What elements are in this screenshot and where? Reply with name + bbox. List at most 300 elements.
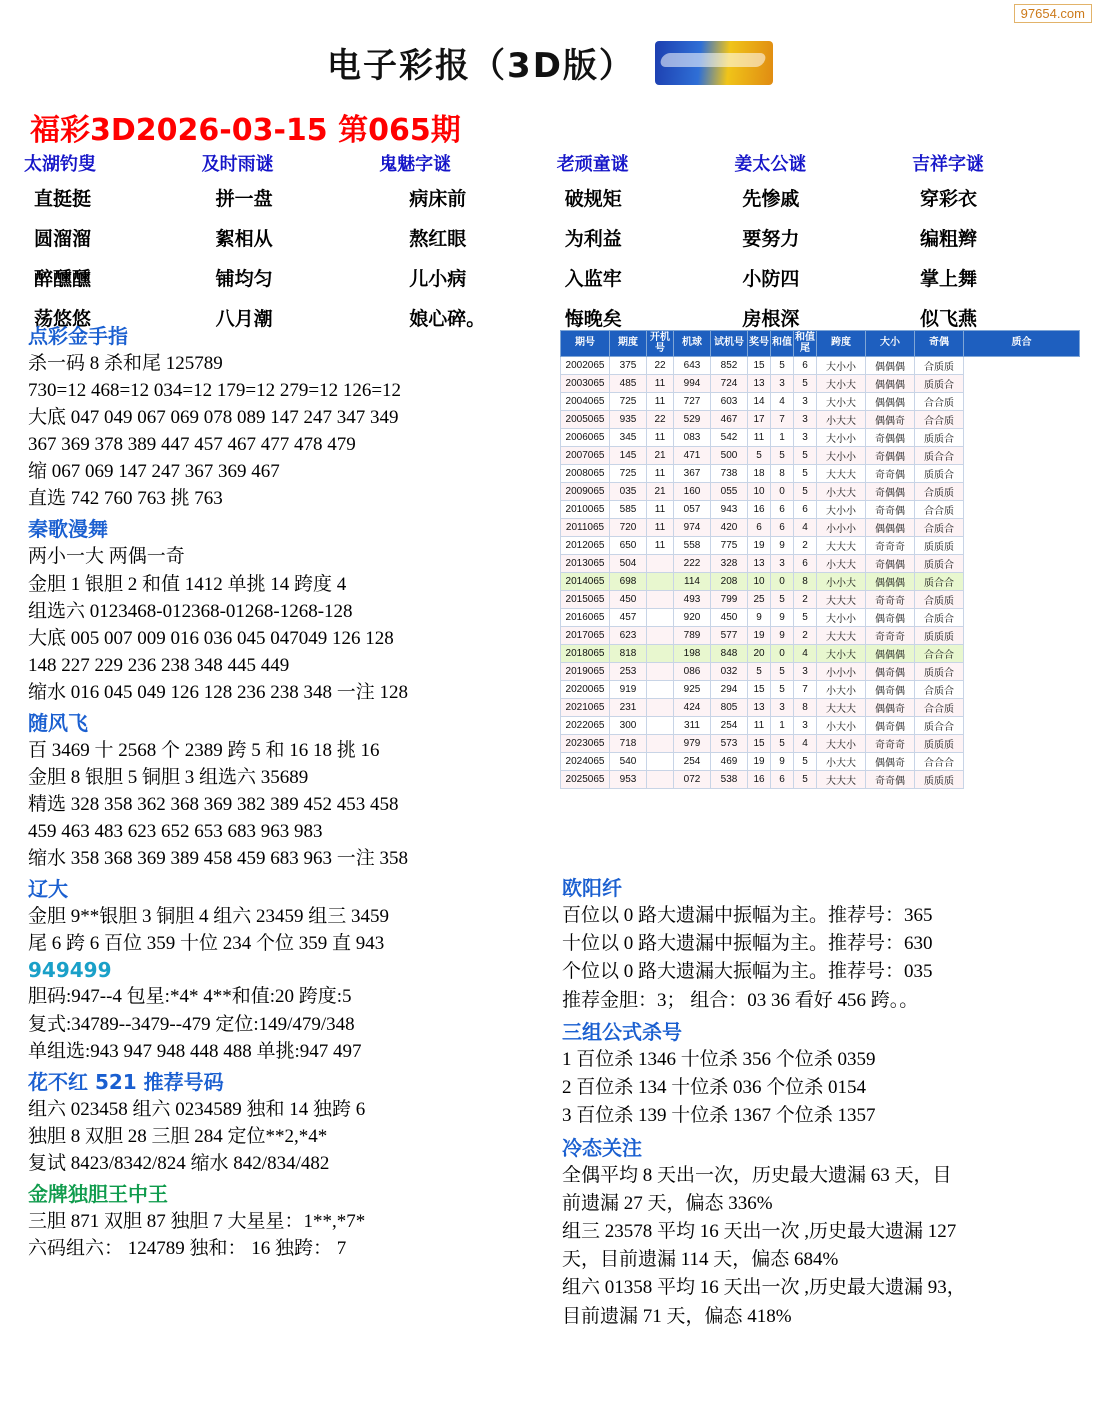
table-cell: 727: [674, 393, 711, 411]
table-cell: 合质质: [915, 483, 964, 501]
table-cell: 577: [711, 627, 748, 645]
table-cell: 5: [794, 465, 817, 483]
table-cell: 2007065: [561, 447, 610, 465]
table-cell: 奇偶偶: [866, 483, 915, 501]
table-cell: 457: [610, 609, 647, 627]
table-row: [561, 519, 1080, 537]
table-cell: 585: [610, 501, 647, 519]
table-cell: 大小小: [817, 609, 866, 627]
riddle-line: 似飞燕: [919, 308, 977, 330]
table-cell: 质质质: [915, 537, 964, 555]
section-line: 精选 328 358 362 368 369 382 389 452 453 458: [28, 794, 399, 816]
table-cell: 5: [794, 609, 817, 627]
table-cell: 7: [771, 411, 794, 429]
table-cell: 799: [711, 591, 748, 609]
riddle-line: 病床前: [409, 188, 467, 210]
table-cell: 114: [674, 573, 711, 591]
section-line: 复式:34789--3479--479 定位:149/479/348: [28, 1013, 355, 1035]
table-cell: 542: [711, 429, 748, 447]
section-line: 复试 8423/8342/824 缩水 842/834/482: [28, 1152, 330, 1174]
table-cell: 529: [674, 411, 711, 429]
riddle-column-3: [557, 150, 719, 344]
table-cell: 2015065: [561, 591, 610, 609]
table-cell: 920: [674, 609, 711, 627]
table-cell: 15: [748, 735, 771, 753]
table-cell: 质合合: [915, 447, 964, 465]
table-cell: 19: [748, 753, 771, 771]
table-cell: [647, 681, 674, 699]
table-cell: 5: [794, 753, 817, 771]
table-cell: 493: [674, 591, 711, 609]
riddle-line: 悔晚矣: [564, 308, 622, 330]
history-col-header: 试机号: [711, 331, 748, 357]
table-cell: 8: [771, 465, 794, 483]
table-cell: 650: [610, 537, 647, 555]
history-col-header: 奖号: [748, 331, 771, 357]
section-heading: 点彩金手指: [28, 324, 128, 348]
table-cell: 奇奇奇: [866, 735, 915, 753]
table-cell: 3: [794, 429, 817, 447]
history-col-header: 机球: [674, 331, 711, 357]
table-cell: 19: [748, 537, 771, 555]
table-cell: 5: [794, 483, 817, 501]
table-cell: 450: [610, 591, 647, 609]
table-cell: 367: [674, 465, 711, 483]
table-cell: 奇奇偶: [866, 771, 915, 789]
riddle-line: 絮相从: [215, 228, 273, 250]
table-cell: 2006065: [561, 429, 610, 447]
table-cell: 合质合: [915, 609, 964, 627]
table-cell: 9: [748, 609, 771, 627]
history-col-header: 质合: [964, 331, 1080, 357]
right-content-column: [562, 870, 1082, 1332]
table-cell: 2024065: [561, 753, 610, 771]
table-cell: 6: [794, 501, 817, 519]
table-cell: [647, 609, 674, 627]
riddle-column-5: [912, 150, 1074, 344]
section-line: 杀一码 8 杀和尾 125789: [28, 353, 223, 374]
table-cell: 057: [674, 501, 711, 519]
table-cell: 471: [674, 447, 711, 465]
table-cell: 大小小: [817, 429, 866, 447]
table-cell: 145: [610, 447, 647, 465]
history-col-header: 奇偶: [915, 331, 964, 357]
table-cell: 2: [794, 627, 817, 645]
table-cell: 大大小: [817, 735, 866, 753]
riddle-line: 为利益: [564, 228, 622, 250]
table-cell: 4: [794, 519, 817, 537]
history-col-header: 期号: [561, 331, 610, 357]
riddle-line: 圆溜溜: [34, 228, 92, 250]
table-cell: 质质合: [915, 429, 964, 447]
riddle-head: 姜太公谜: [734, 154, 807, 175]
riddle-head: 及时雨谜: [201, 154, 274, 175]
table-cell: 奇偶偶: [866, 447, 915, 465]
table-row: [561, 771, 1080, 789]
table-cell: 小大大: [817, 555, 866, 573]
section-line: 组六 023458 组六 0234589 独和 14 独跨 6: [28, 1098, 366, 1120]
table-cell: 789: [674, 627, 711, 645]
history-table: [560, 330, 1080, 789]
table-cell: 698: [610, 573, 647, 591]
table-cell: 9: [771, 627, 794, 645]
table-cell: 2020065: [561, 681, 610, 699]
table-row: [561, 609, 1080, 627]
table-cell: 6: [771, 771, 794, 789]
table-cell: [647, 573, 674, 591]
table-cell: 合合质: [915, 501, 964, 519]
history-col-header: 和值: [771, 331, 794, 357]
table-row: [561, 717, 1080, 735]
table-cell: 21: [647, 447, 674, 465]
table-cell: 5: [794, 375, 817, 393]
table-cell: 19: [748, 627, 771, 645]
table-cell: 质质合: [915, 375, 964, 393]
history-col-header: 开机号: [647, 331, 674, 357]
table-cell: 6: [748, 519, 771, 537]
table-cell: 979: [674, 735, 711, 753]
table-cell: 208: [711, 573, 748, 591]
table-cell: [647, 717, 674, 735]
table-cell: 9: [771, 537, 794, 555]
table-cell: 奇奇奇: [866, 627, 915, 645]
table-cell: 0: [771, 483, 794, 501]
left-content-column: [28, 318, 548, 1263]
table-cell: 5: [794, 447, 817, 465]
table-cell: [647, 699, 674, 717]
table-cell: 2013065: [561, 555, 610, 573]
table-row: [561, 627, 1080, 645]
section-heading: 随风飞: [28, 710, 88, 735]
riddle-line: 儿小病: [409, 268, 467, 290]
riddle-head: 吉祥字谜: [911, 154, 984, 175]
table-cell: 4: [794, 735, 817, 753]
table-cell: 大大大: [817, 699, 866, 717]
table-cell: 偶奇偶: [866, 681, 915, 699]
table-cell: 11: [647, 375, 674, 393]
riddle-line: 小防四: [742, 268, 800, 290]
section-line: 缩水 358 368 369 389 458 459 683 963 一注 358: [28, 848, 409, 870]
table-cell: [647, 663, 674, 681]
table-cell: 943: [711, 501, 748, 519]
table-cell: 质质质: [915, 771, 964, 789]
table-cell: 254: [674, 753, 711, 771]
riddle-head: 鬼魅字谜: [379, 154, 452, 175]
riddle-line: 娘心碎。: [409, 308, 486, 330]
table-cell: 469: [711, 753, 748, 771]
table-cell: 375: [610, 357, 647, 375]
table-cell: 16: [748, 771, 771, 789]
section-line: 两小一大 两偶一奇: [28, 546, 185, 568]
section-line: 十位以 0 路大遗漏中振幅为主。推荐号：630: [562, 933, 933, 955]
table-cell: 055: [711, 483, 748, 501]
section-heading: 辽大: [28, 877, 68, 902]
table-cell: 合质合: [915, 681, 964, 699]
section-line: 730=12 468=12 034=12 179=12 279=12 126=12: [28, 380, 402, 402]
table-cell: 大大大: [817, 771, 866, 789]
table-row: [561, 537, 1080, 555]
table-cell: 0: [771, 573, 794, 591]
table-cell: 3: [794, 717, 817, 735]
table-cell: 7: [794, 681, 817, 699]
table-cell: 22: [647, 411, 674, 429]
table-cell: 3: [794, 393, 817, 411]
table-row: [561, 357, 1080, 375]
section-line: 百 3469 十 2568 个 2389 跨 5 和 16 18 挑 16: [28, 739, 380, 761]
table-cell: 2012065: [561, 537, 610, 555]
riddle-columns: [24, 150, 1074, 344]
table-cell: 合合质: [915, 393, 964, 411]
section-line: 367 369 378 389 447 457 467 477 478 479: [28, 434, 356, 456]
page-title: 福彩3D2026-03-15 第065期: [30, 113, 461, 148]
table-cell: 13: [748, 555, 771, 573]
riddle-line: 要努力: [742, 228, 800, 250]
table-cell: 质质合: [915, 465, 964, 483]
table-cell: 725: [610, 465, 647, 483]
table-cell: 13: [748, 375, 771, 393]
table-cell: 2014065: [561, 573, 610, 591]
table-cell: [647, 735, 674, 753]
table-cell: 848: [711, 645, 748, 663]
section-line: 缩水 016 045 049 126 128 236 238 348 一注 128: [28, 681, 409, 703]
table-cell: 573: [711, 735, 748, 753]
table-row: [561, 591, 1080, 609]
table-cell: 643: [674, 357, 711, 375]
table-cell: 086: [674, 663, 711, 681]
table-cell: 奇奇奇: [866, 537, 915, 555]
table-cell: 2025065: [561, 771, 610, 789]
table-cell: 3: [771, 375, 794, 393]
table-cell: 偶奇偶: [866, 609, 915, 627]
section-heading: 949499: [28, 958, 112, 983]
table-cell: 5: [771, 357, 794, 375]
table-cell: 合合质: [915, 699, 964, 717]
table-cell: [647, 627, 674, 645]
section-heading: 冷态关注: [562, 1135, 642, 1160]
table-cell: 质质合: [915, 555, 964, 573]
riddle-line: 编粗辫: [919, 228, 977, 250]
table-cell: 2010065: [561, 501, 610, 519]
table-cell: 420: [711, 519, 748, 537]
table-cell: 485: [610, 375, 647, 393]
table-cell: 25: [748, 591, 771, 609]
table-cell: 2019065: [561, 663, 610, 681]
table-row: [561, 483, 1080, 501]
table-cell: 538: [711, 771, 748, 789]
table-cell: 345: [610, 429, 647, 447]
table-row: [561, 735, 1080, 753]
section-line: 直选 742 760 763 挑 763: [28, 488, 223, 510]
riddle-line: 熬红眼: [409, 228, 467, 250]
section-line: 独胆 8 双胆 28 三胆 284 定位**2,*4*: [28, 1125, 328, 1147]
masthead-title: 电子彩报（3D版）: [327, 46, 635, 86]
riddle-line: 掌上舞: [919, 268, 977, 290]
table-cell: 合质质: [915, 357, 964, 375]
table-cell: 6: [794, 357, 817, 375]
table-cell: 合合合: [915, 645, 964, 663]
table-cell: 大大大: [817, 591, 866, 609]
section-heading: 花不红 521 推荐号码: [28, 1069, 224, 1094]
table-cell: 奇奇偶: [866, 465, 915, 483]
table-cell: 小大大: [817, 753, 866, 771]
table-cell: 994: [674, 375, 711, 393]
table-cell: 2004065: [561, 393, 610, 411]
table-row: [561, 681, 1080, 699]
table-row: [561, 393, 1080, 411]
table-cell: 805: [711, 699, 748, 717]
table-cell: 1: [771, 717, 794, 735]
table-cell: 504: [610, 555, 647, 573]
section-heading: 秦歌漫舞: [28, 517, 108, 542]
table-cell: 奇偶偶: [866, 429, 915, 447]
table-cell: 小小小: [817, 663, 866, 681]
lottery-logo-icon: [655, 41, 773, 85]
section-line: 推荐金胆：3； 组合：03 36 看好 456 跨。。: [562, 989, 919, 1011]
table-cell: [647, 591, 674, 609]
table-cell: [647, 555, 674, 573]
table-cell: 2005065: [561, 411, 610, 429]
table-cell: 974: [674, 519, 711, 537]
section-line: 大底 047 049 067 069 078 089 147 247 347 349: [28, 407, 399, 429]
table-cell: 11: [647, 429, 674, 447]
section-line: 组三 23578 平均 16 天出一次 ,历史最大遗漏 127: [562, 1220, 957, 1242]
table-cell: 14: [748, 393, 771, 411]
table-cell: 小大小: [817, 717, 866, 735]
table-cell: 450: [711, 609, 748, 627]
table-cell: 2: [794, 537, 817, 555]
table-cell: 奇奇偶: [866, 501, 915, 519]
table-cell: 21: [647, 483, 674, 501]
table-cell: 3: [794, 663, 817, 681]
table-cell: 2002065: [561, 357, 610, 375]
table-cell: 质质合: [915, 663, 964, 681]
table-cell: 大小大: [817, 375, 866, 393]
table-cell: [647, 753, 674, 771]
table-cell: 919: [610, 681, 647, 699]
table-cell: 奇奇奇: [866, 591, 915, 609]
section-line: 单组选:943 947 948 448 488 单挑:947 497: [28, 1040, 362, 1062]
table-cell: 大大大: [817, 537, 866, 555]
riddle-line: 荡悠悠: [34, 308, 92, 330]
table-cell: 偶偶偶: [866, 573, 915, 591]
table-cell: 072: [674, 771, 711, 789]
section-heading: 金牌独胆王中王: [28, 1181, 168, 1206]
table-cell: 20: [748, 645, 771, 663]
riddle-line: 入监牢: [564, 268, 622, 290]
table-cell: 720: [610, 519, 647, 537]
table-cell: 15: [748, 681, 771, 699]
table-cell: [647, 771, 674, 789]
table-cell: 偶偶偶: [866, 519, 915, 537]
table-cell: 558: [674, 537, 711, 555]
table-cell: 6: [771, 519, 794, 537]
table-cell: 15: [748, 357, 771, 375]
table-cell: 725: [610, 393, 647, 411]
table-cell: 9: [771, 753, 794, 771]
table-cell: 合合质: [915, 411, 964, 429]
table-cell: 294: [711, 681, 748, 699]
table-cell: 偶奇偶: [866, 717, 915, 735]
section-line: 缩 067 069 147 247 367 369 467: [28, 461, 280, 483]
riddle-head: 老顽童谜: [556, 154, 629, 175]
table-cell: 11: [647, 519, 674, 537]
table-cell: 935: [610, 411, 647, 429]
riddle-line: 八月潮: [215, 308, 273, 330]
table-cell: 大小大: [817, 393, 866, 411]
table-cell: 2003065: [561, 375, 610, 393]
table-cell: 11: [748, 717, 771, 735]
table-cell: 953: [610, 771, 647, 789]
table-cell: 254: [711, 717, 748, 735]
table-row: [561, 411, 1080, 429]
section-line: 3 百位杀 139 十位杀 1367 个位杀 1357: [562, 1105, 876, 1127]
table-cell: 2017065: [561, 627, 610, 645]
table-cell: 偶偶奇: [866, 753, 915, 771]
riddle-line: 破规矩: [564, 188, 622, 210]
table-row: [561, 645, 1080, 663]
riddle-column-0: [24, 150, 186, 344]
table-row: [561, 753, 1080, 771]
table-cell: 偶偶偶: [866, 357, 915, 375]
table-cell: 5: [771, 591, 794, 609]
table-cell: 231: [610, 699, 647, 717]
table-cell: 13: [748, 699, 771, 717]
table-cell: 16: [748, 501, 771, 519]
table-cell: 2011065: [561, 519, 610, 537]
table-cell: 偶偶奇: [866, 411, 915, 429]
table-cell: 合质合: [915, 519, 964, 537]
section-line: 2 百位杀 134 十位杀 036 个位杀 0154: [562, 1077, 867, 1099]
table-cell: 大大大: [817, 627, 866, 645]
section-line: 六码组六： 124789 独和： 16 独跨： 7: [28, 1238, 347, 1260]
table-cell: 偶偶偶: [866, 393, 915, 411]
table-cell: 3: [794, 411, 817, 429]
table-cell: 222: [674, 555, 711, 573]
table-cell: 11: [647, 465, 674, 483]
table-cell: 328: [711, 555, 748, 573]
section-line: 组选六 0123468-012368-01268-1268-128: [28, 600, 353, 622]
table-row: [561, 663, 1080, 681]
table-cell: 311: [674, 717, 711, 735]
history-col-header: 期度: [610, 331, 647, 357]
table-cell: 8: [794, 699, 817, 717]
table-cell: 300: [610, 717, 647, 735]
table-cell: 5: [771, 681, 794, 699]
table-cell: 724: [711, 375, 748, 393]
section-line: 1 百位杀 1346 十位杀 356 个位杀 0359: [562, 1048, 876, 1070]
table-cell: 5: [771, 735, 794, 753]
history-table-header-row: [561, 331, 1080, 357]
section-line: 三胆 871 双胆 87 独胆 7 大星星：1**,*7*: [28, 1210, 366, 1232]
table-cell: [647, 645, 674, 663]
riddle-line: 铺均匀: [215, 268, 273, 290]
section-line: 148 227 229 236 238 348 445 449: [28, 654, 290, 676]
table-cell: 偶偶奇: [866, 699, 915, 717]
table-cell: 4: [771, 393, 794, 411]
table-cell: 5: [794, 771, 817, 789]
table-cell: 质合合: [915, 573, 964, 591]
table-cell: 小大小: [817, 681, 866, 699]
table-cell: 2016065: [561, 609, 610, 627]
table-row: [561, 555, 1080, 573]
section-line: 百位以 0 路大遗漏中振幅为主。推荐号：365: [562, 905, 933, 926]
table-cell: 1: [771, 429, 794, 447]
table-cell: 3: [771, 699, 794, 717]
section-line: 个位以 0 路大遗漏大振幅为主。推荐号：035: [562, 961, 933, 983]
table-cell: 2018065: [561, 645, 610, 663]
table-cell: 540: [610, 753, 647, 771]
section-line: 胆码:947--4 包星:*4* 4**和值:20 跨度:5: [28, 986, 352, 1008]
